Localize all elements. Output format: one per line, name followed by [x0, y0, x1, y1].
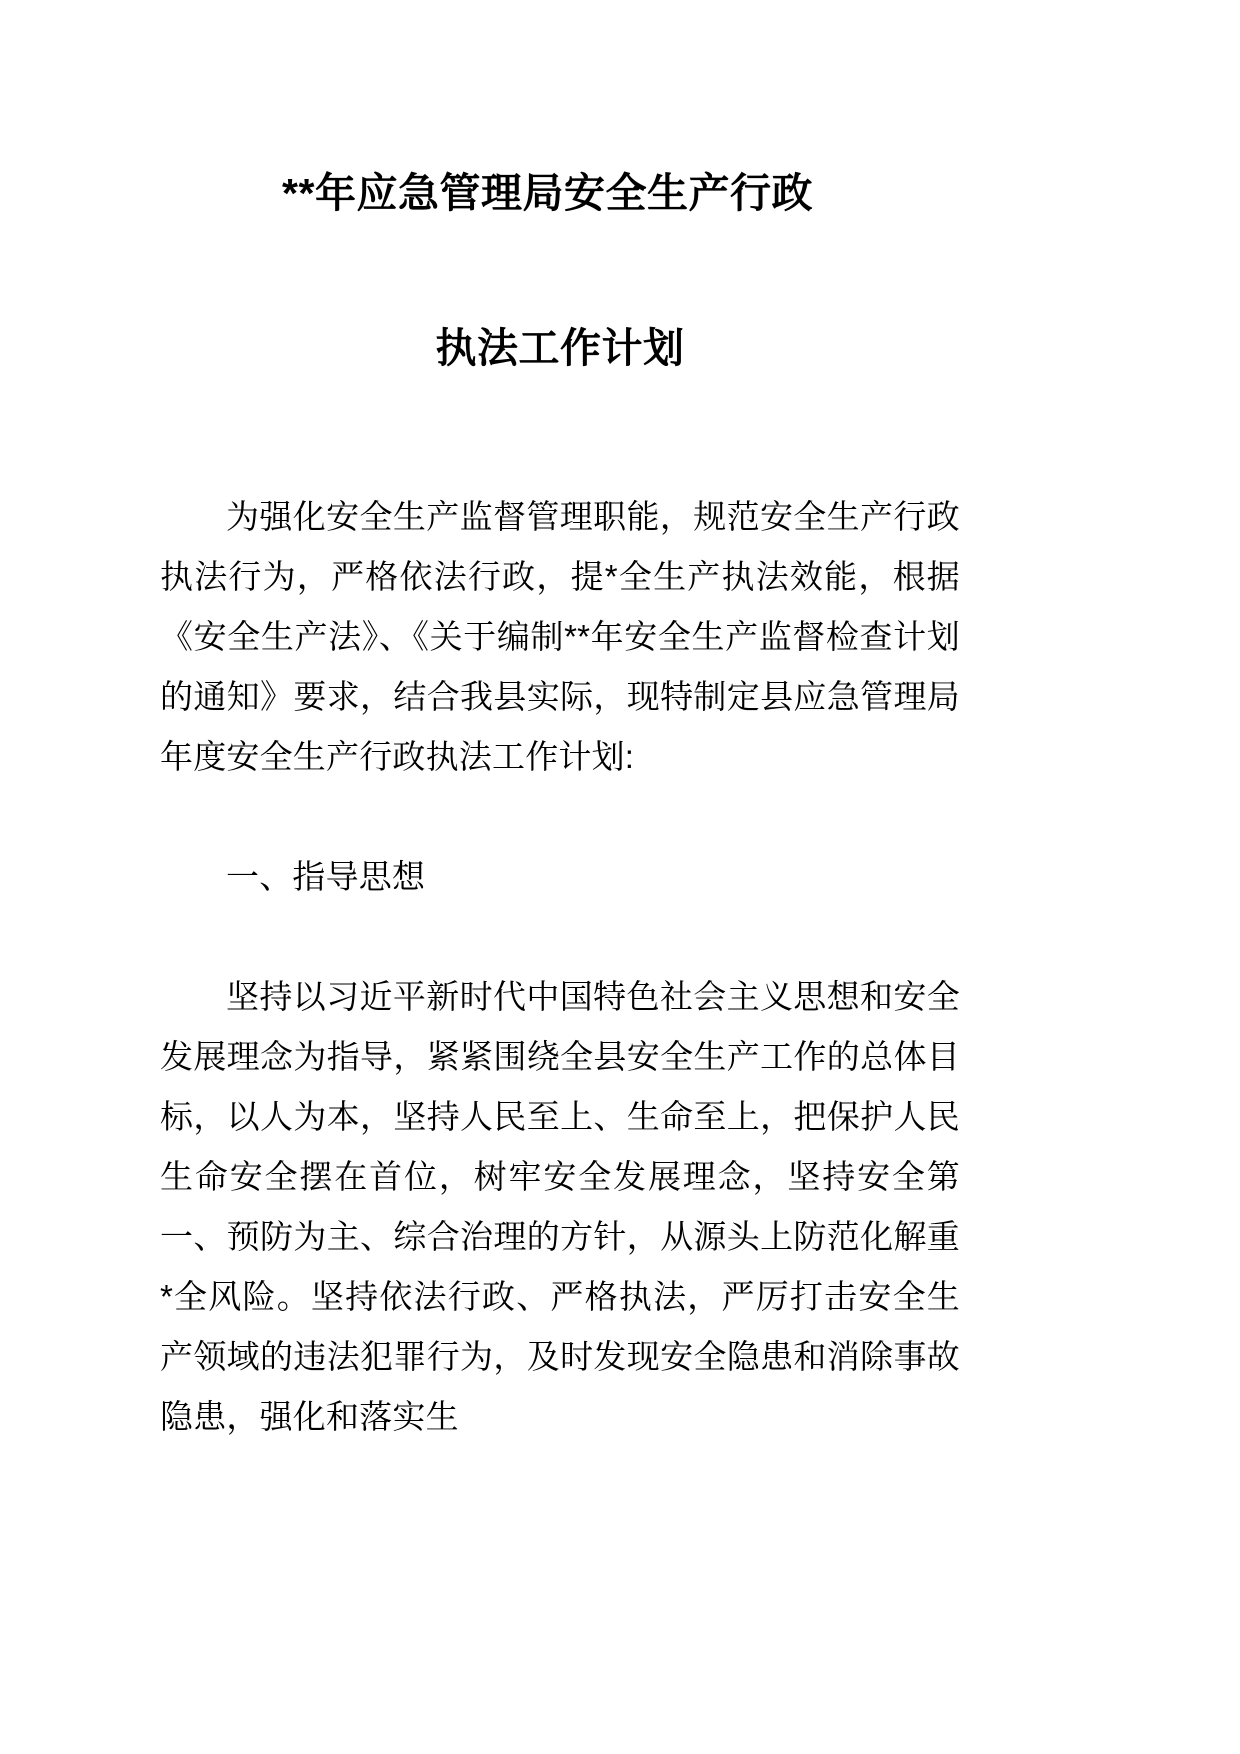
body-text — [160, 487, 960, 1447]
paragraph-guiding-thought: 坚持以习近平新时代中国特色社会主义思想和安全发展理念为指导，紧紧围绕全县安全生产工作的总体目标，以人为本，坚持人民至上、生命至上，把保护人民生命安全摆在首位，树牢安全发展理念，坚持安全第一、预防为主、综合治理的方针，从源头上防范化解重*全风险。坚持依法行政、严格执法，严厉打击安全生产领域的违法犯罪行为，及时发现安全隐患和消除事故隐患，强化和落实生 — [160, 977, 960, 1435]
paragraph-spacer-2 — [160, 907, 960, 967]
document-content — [160, 0, 960, 1447]
paragraph-intro: 为强化安全生产监督管理职能，规范安全生产行政执法行为，严格依法行政，提*全生产执法效能，根据《安全生产法》、《关于编制**年安全生产监督检查计划的通知》要求，结合我县实际，现特制定县应急管理局年度安全生产行政执法工作计划: — [160, 497, 960, 775]
section-heading-guiding-thought: 一、指导思想 — [226, 857, 426, 895]
title-body-spacer — [160, 375, 960, 487]
document-title-line-1: **年应急管理局安全生产行政 — [282, 170, 813, 216]
paragraph-spacer-1 — [160, 787, 960, 847]
document-title-line-2: 执法工作计划 — [435, 325, 685, 372]
